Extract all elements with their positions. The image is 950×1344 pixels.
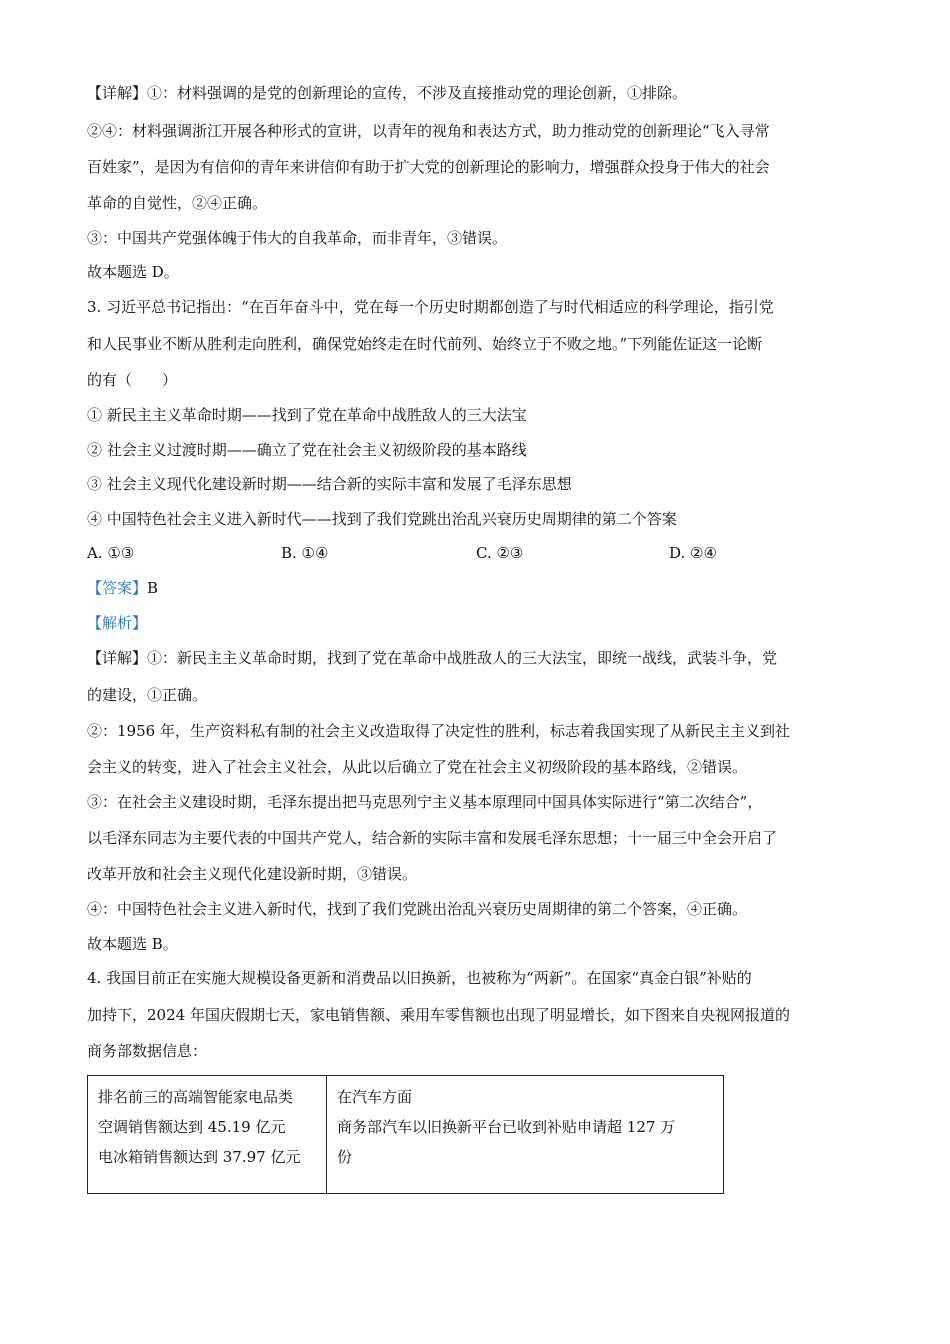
option-d: D. ②④ — [669, 544, 717, 562]
statement-2: ② 社会主义过渡时期——确立了党在社会主义初级阶段的基本路线 — [87, 441, 527, 459]
detail-line-1: 【详解】①：新民主主义革命时期，找到了党在革命中战胜敌人的三大法宝，即统一战线，武装斗争，党 — [87, 649, 778, 667]
statement-3: ③ 社会主义现代化建设新时期——结合新的实际丰富和发展了毛泽东思想 — [87, 475, 572, 493]
explanation-line-4: 革命的自觉性，②④正确。 — [87, 194, 268, 212]
question-4-line-3: 商务部数据信息： — [87, 1042, 208, 1060]
statement-4: ④ 中国特色社会主义进入新时代——找到了我们党跳出治乱兴衰历史周期律的第二个答案 — [87, 510, 677, 528]
detail-line-6: 以毛泽东同志为主要代表的中国共产党人，结合新的实际丰富和发展毛泽东思想；十一届三中全会开启了 — [87, 829, 778, 847]
question-3-line-3: 的有（ ） — [87, 371, 178, 389]
option-c: C. ②③ — [476, 544, 524, 562]
cell-line: 商务部汽车以旧换新平台已收到补贴申请超 127 万 — [337, 1118, 676, 1136]
cell-line: 电冰箱销售额达到 37.97 亿元 — [98, 1148, 301, 1166]
answer-value: B — [147, 579, 159, 597]
question-3-line-2: 和人民事业不断从胜利走向胜利，确保党始终走在时代前列、始终立于不败之地。”下列能佐证这一论断 — [87, 335, 763, 353]
cell-line: 排名前三的高端智能家电品类 — [98, 1088, 294, 1106]
detail-line-4: 会主义的转变，进入了社会主义社会，从此以后确立了党在社会主义初级阶段的基本路线，②错误。 — [87, 758, 748, 776]
cell-line: 份 — [337, 1148, 353, 1166]
conclusion-line: 故本题选 D。 — [87, 263, 179, 281]
detail-line-7: 改革开放和社会主义现代化建设新时期，③错误。 — [87, 865, 418, 883]
detail-line-2: 的建设，①正确。 — [87, 686, 208, 704]
analysis-label: 【解析】 — [87, 614, 148, 632]
table-row — [88, 1076, 724, 1194]
explanation-line-5: ③：中国共产党强体魄于伟大的自我革命，而非青年，③错误。 — [87, 229, 508, 247]
option-b: B. ①④ — [281, 544, 329, 562]
explanation-line-2: ②④：材料强调浙江开展各种形式的宣讲，以青年的视角和表达方式，助力推动党的创新理论“飞入寻常 — [87, 122, 770, 140]
cell-line: 空调销售额达到 45.19 亿元 — [98, 1118, 286, 1136]
explanation-line-1: 【详解】①：材料强调的是党的创新理论的宣传，不涉及直接推动党的理论创新，①排除。 — [87, 84, 688, 102]
data-table — [87, 1075, 724, 1194]
detail-line-3: ②：1956 年，生产资料私有制的社会主义改造取得了决定性的胜利，标志着我国实现了从新民主主义到社 — [87, 722, 790, 740]
question-4-line-1: 4. 我国目前正在实施大规模设备更新和消费品以旧换新，也被称为“两新”。在国家“真金白银”补贴的 — [87, 969, 752, 987]
cell-line: 在汽车方面 — [337, 1088, 413, 1106]
statement-1: ① 新民主主义革命时期——找到了党在革命中战胜敌人的三大法宝 — [87, 406, 527, 424]
question-4-line-2: 加持下，2024 年国庆假期七天，家电销售额、乘用车零售额也出现了明显增长，如下图来自央视网报道的 — [87, 1006, 790, 1024]
option-a: A. ①③ — [87, 544, 135, 562]
table-cell-automobiles — [327, 1076, 724, 1194]
explanation-line-3: 百姓家”，是因为有信仰的青年来讲信仰有助于扩大党的创新理论的影响力，增强群众投身于伟大的社会 — [87, 158, 770, 176]
question-3-line-1: 3. 习近平总书记指出：“在百年奋斗中，党在每一个历史时期都创造了与时代相适应的科学理论，指引党 — [87, 298, 774, 316]
answer-line — [87, 578, 867, 598]
detail-conclusion: 故本题选 B。 — [87, 935, 178, 953]
table-cell-appliances — [88, 1076, 327, 1194]
detail-line-8: ④：中国特色社会主义进入新时代，找到了我们党跳出治乱兴衰历史周期律的第二个答案，④正确。 — [87, 900, 748, 918]
answer-label: 【答案】 — [87, 579, 148, 597]
detail-line-5: ③：在社会主义建设时期，毛泽东提出把马克思列宁主义基本原理同中国具体实际进行“第二次结合”， — [87, 793, 763, 811]
